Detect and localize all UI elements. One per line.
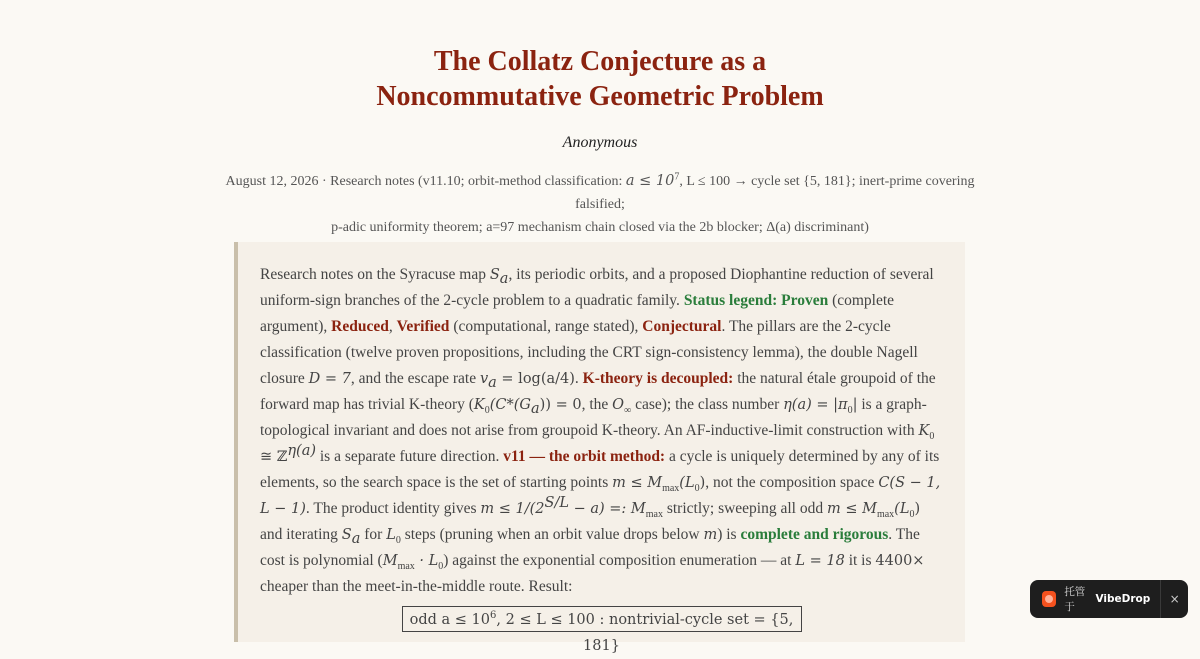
v11-heading: v11 — the orbit method: [503,448,666,465]
close-icon[interactable]: × [1169,592,1180,606]
badge-brand: VibeDrop [1095,593,1151,605]
ktheory-heading: K-theory is decoupled: [582,370,734,387]
paper-title [0,44,1200,114]
abstract-block [234,242,965,654]
legend-reduced: Reduced [331,318,389,335]
legend-verified: Verified [396,318,450,335]
result-box: odd $a \le 10^6$, 2 ≤ L ≤ 100 : nontrivial-cycle set = {5, 181} [402,606,802,632]
abstract-text: Research notes on the Syracuse map $S_a$, its periodic orbits, and a proposed Diophantine reduction of several uniform-sign branches of the 2-cycle problem to a quadratic family. Status legend: Proven (complete argument), Reduced, Verified (computational, range stated), Conjectural. The pillars are the 2-cycle classification (twelve proven propositions, including the CRT sign-consistency lemma), the double Nagell closure D = 7, and the escape rate $v_a = \log(a/4)$. K-theory is decoupled: the natural étale groupoid of the forward map has trivial K-theory ($K_0(C*(G_a)) = 0$, the $O_\infty$ case); the class number $\eta(a) = |\pi_0|$ is a graph-topological invariant and does not arise from groupoid K-theory. An AF-inductive-limit construction with $K_0$ ≅ ℤ$^{\eta(a)}$ is a separate future direction. v11 — the orbit method: a cycle is uniquely determined by any of its elements, so the search space is the set of starting points $m \le M_{max}(L_0)$, not the composition space C(S − 1, L − 1). The product identity gives $m \le 1/(2^{S/L} - a)$ =: $M_{max}$ strictly; sweeping all odd $m \le M_{max}(L_0)$ and iterating $S_a$ for $L_0$ steps (pruning when an orbit value drops below m) is complete and rigorous. The cost is polynomial $(M_{max} \cdot L_0)$ against the exponential composition enumeration — at L = 18 it is 4400× cheaper than the meet-in-the-middle route. Result: [260,266,941,595]
complete-rigorous: complete and rigorous [740,526,889,543]
title-line-1: The Collatz Conjecture as a [433,46,767,77]
paper-meta [200,170,1000,239]
author: Anonymous [562,134,638,151]
vibedrop-logo-icon [1042,591,1056,607]
meta-line-1: August 12, 2026 · Research notes (v11.10; orbit-method classification: $a \le 10^7$, L ≤ 100 → cycle set {5, 181}; inert-prime covering falsified; [225,171,975,212]
status-legend: Status legend: Proven [683,292,829,309]
meta-date: August 12, 2026 [225,174,319,189]
legend-conjectural: Conjectural [642,318,722,335]
meta-line-2: p-adic uniformity theorem; a=97 mechanism chain closed via the 2b blocker; Δ(a) discriminant) [331,220,869,235]
title-line-2: Noncommutative Geometric Problem [376,81,824,112]
badge-prefix: 托管于 [1064,586,1086,613]
vibedrop-badge[interactable] [1030,580,1188,618]
